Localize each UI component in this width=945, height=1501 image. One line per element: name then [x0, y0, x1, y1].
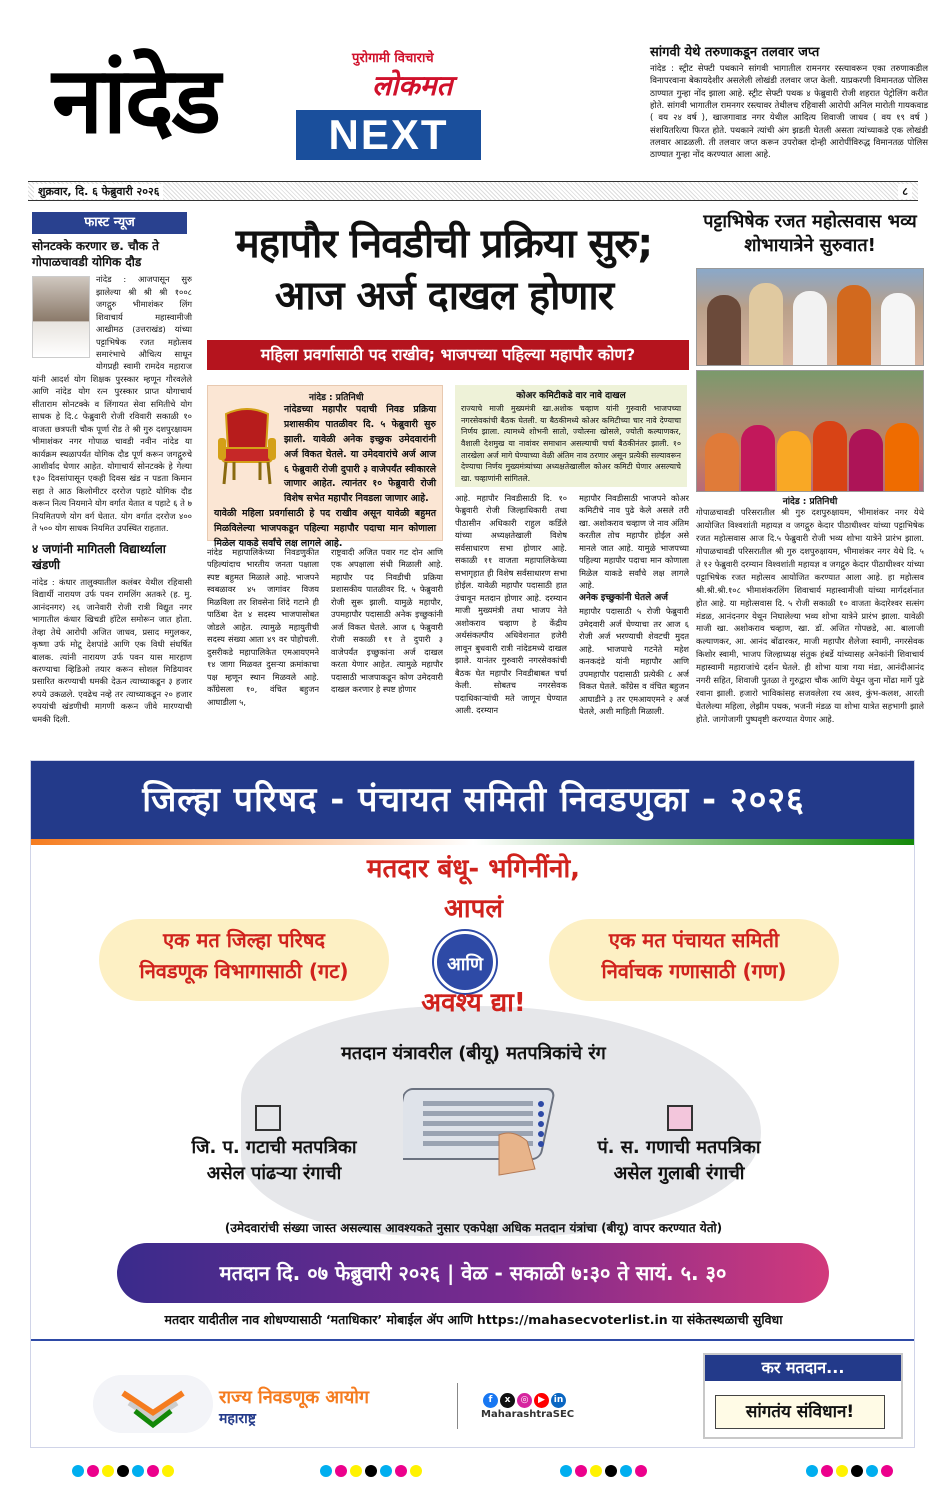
- sec-state: महाराष्ट्र: [219, 1411, 256, 1427]
- linkedin-icon: in: [551, 1393, 566, 1408]
- ps-pill-line2: निर्वाचक गणासाठी (गण): [601, 959, 787, 983]
- main-column-4: [579, 492, 689, 746]
- masthead-brand: लोकमत: [372, 69, 453, 102]
- ad-greeting-line2: आपलं: [444, 894, 503, 925]
- polling-date-banner: मतदान दि. ०७ फेब्रुवारी २०२६ | वेळ - सकाळी ७:३० ते सायं. ५. ३०: [117, 1243, 829, 1303]
- ad-greeting-line1: मतदार बंधू- भगिनींनो,: [366, 854, 581, 884]
- main-byline: नांदेड : प्रतिनिधी: [309, 393, 364, 403]
- fast-news-column: [32, 238, 192, 725]
- billboard-top: कर मतदान...: [705, 1355, 901, 1381]
- right-photo-leaders: [696, 268, 924, 366]
- zp-pill-line1: एक मत जिल्हा परिषद: [162, 928, 325, 952]
- right-headline: पट्टाभिषेक रजत महोत्सवास भव्य शोभायात्रेने सुरुवात!: [703, 211, 917, 257]
- and-circle: आणि: [434, 931, 496, 993]
- sec-separator: [457, 1383, 458, 1429]
- fast-news-heading: फास्ट न्यूज: [32, 212, 187, 234]
- core-committee-box: [455, 385, 687, 487]
- fast-news-story2-body: नांदेड : कंधार तालुक्यातील कलंबर येथील रहिवासी विद्यार्थी नारायण उर्फ पवन रामलिंग अतकरे (ह. मु. आनंदनगर) २६ जानेवारी रोजी रात्री विद्युत नगर भागातील कंधार खिचडी हॉटेल समोरून जात होता. तेव्हा तेथे आरोपी अजित जाधव, प्रसाद मगुलकर, कृष्णा उर्फ मोटू देशपांडे आणि एक विधी संघर्षित बालक. त्यांनी नारायण उर्फ पवन यास मारहाण करण्याचा व्हिडिओ तयार करून सोशल मिडियावर प्रसारित करण्याची धमकी देऊन त्याच्याकडून ३ हजार रुपये उकळले. एवढेच नव्हे तर त्याच्याकडून २० हजार रुपयांची खंडणीची मागणी करून जीवे मारण्याची धमकी दिली.: [32, 576, 192, 724]
- instagram-icon: ◎: [517, 1393, 532, 1408]
- ps-ballot-label: [579, 1135, 779, 1187]
- fast-news-story1-title: सोनटक्के करणार छ. चौक ते गोपाळचावडी योगिक दौड: [32, 239, 159, 270]
- youtube-icon: ▶: [534, 1393, 549, 1408]
- right-body: गोपाळचावडी परिसरातील श्री गुरु दशपुरुक्षायम, भीमाशंकर नगर येथे आयोजित विश्वशांती महायज्ञ व जगद्गुरु केदार पीठाधीश्वर यांच्या पट्टाभिषेक रजत महोत्सवास आज दि.५ फेब्रुवारी रोजी भव्य शोभा यात्रेने प्रारंभ झाला. गोपाळचावडी परिसरातील श्री गुरु दशपुरुक्षायम, भीमाशंकर नगर येथे दि. ५ ते १२ फेब्रुवारी दरम्यान विश्वशांती महायज्ञ व जगद्गुरु केदार पीठाधीश्वर यांच्या पट्टाभिषेक रजत महोत्सव आयोजित करण्यात आला आहे. हा महोत्सव श्री.श्री.श्री.१०८ भीमाशंकरलिंग शिवाचार्य महास्वामीजी यांच्या मार्गदर्शनात होत आहे. या महोत्सवास दि. ५ रोजी सकाळी १० वाजता केदारेश्वर सत्संग मंडळ, आनंदनगर येथून निघालेल्या भव्य शोभा यात्रेने प्रारंभ झाला. यावेळी माजी खा. अशोकराव चव्हाण, खा. डॉ. अजित गोपछडे, आ. बालाजी कल्याणकर, आ. आनंद बोंढारकर, माजी महापौर शैलेजा स्वामी, नगरसेवक किशोर स्वामी, भाजप जिल्हाध्यक्ष संतुक हंबर्डे यांच्यासह अनेकांनी शिवाचार्य महास्वामी महाराजांचे दर्शन घेतले. ही शोभा यात्रा गया मंडा, आनंदीआनंद नगरी सहित, शिवाजी पुतळा ते गुरुद्वारा चौक आणि येथून जुना मोंढा मार्गे पुढे रवाना झाली. हजारो भाविकांसह सजवलेला रथ अश्व, कुंभ-कलश, आरती घेतलेल्या महिला, लेझीम पथक, भजनी मंडळ या शोभा यात्रेत सहभागी झाले होते. जागोजागी पुष्पवृष्टी करण्यात येणार आहे.: [696, 507, 924, 724]
- ad-note: (उमेदवारांची संख्या जास्त असल्यास आवश्यकते नुसार एकपेक्षा अधिक मतदान यंत्रांचा (बीयू) वापर करण्यात येतो): [224, 1221, 723, 1235]
- sec-logo-icon: [93, 1375, 213, 1433]
- right-byline: नांदेड : प्रतिनिधी: [782, 497, 838, 507]
- main-column-4-body: महापौर पदासाठी ५ रोजी फेब्रुवारी उमेदवारी अर्ज घेण्याचा तर आज ६ रोजी अर्ज भरण्याची शेवटची मुदत आहे. भाजपाचे गटनेते महेश कनकदंडे यांनी महापौर आणि उपमहापौर पदासाठी प्रत्येकी ८ अर्ज विकत घेतले. काँग्रेस व वंचित बहुजन आघाडीने ३ तर एमआयएमने २ अर्ज घेतले, अशी माहिती मिळाली.: [579, 606, 689, 717]
- white-ballot-swatch: [255, 1105, 281, 1131]
- fast-news-story1-body: नांदेड : आजपासून सुरु झालेल्या श्री श्री श्री १००८ जगद्गुरु भीमाशंकर लिंग शिवाचार्य महास्वामीजी आखीमठ (उत्तराखंड) यांच्या पट्टाभिषेक रजत महोत्सव समारंभाचे औचित्य साधून योगप्रही स्वामी रामदेव महाराज यांनी आदर्श योग शिक्षक पुरस्कार म्हणून गौरवलेले आणि नांदेड योग रत्न पुरस्कार प्राप्त योगाचार्य सीताराम सोनटक्के व लिंगायत सेवा समितीचे योग साधक हे दि.८ फेब्रुवारी रोजी रविवारी सकाळी १० वाजता छत्रपती चौक पूर्णा रोड ते श्री गुरु दशपुरक्षायम भीमाशंकर नगर गोपाळ चावडी नवीन नांदेड या कार्यक्रम स्थळापर्यंत योगिक दौड पूर्ण करून जगद्गुरुचे आशीर्वाद घेणार आहेत. योगाचार्य सोनटक्के हे गेल्या १३० दिवसांपासून एकही दिवस खंड न पडता किमान सहा ते आठ किलोमीटर दररोज पहाटे योगिक दौड करून नित्य नियमाने योग वर्गात येतात व पहाटे ६ ते ७ नियमितपणे योग वर्ग घेतात. योग वर्गात दररोज ४०० ते ५०० योग साधक नियमित उपस्थित राहतात.: [32, 274, 192, 534]
- main-column-2: राष्ट्रवादी अजित पवार गट दोन आणि एक अपक्षाला संधी मिळाली आहे. महापौर पद निवडीची प्रक्रिया प्रशासकीय पातळीवर दि. ५ फेब्रुवारी रोजी सुरू झाली. यामुळे महापौर, उपमहापौर पदासाठी अनेक इच्छुकांनी अर्ज विकत घेतले. आज ६ फेब्रुवारी रोजी सकाळी ११ ते दुपारी ३ वाजेपर्यंत इच्छुकांना अर्ज दाखल करता येणार आहेत. त्यामुळे महापौर पदासाठी भाजपाकडून कोण उमेदवारी दाखल करणार हे स्पष्ट होणार: [331, 547, 443, 695]
- main-headline-line2: आज अर्ज दाखल होणार: [274, 273, 614, 319]
- portrait-photo: [32, 276, 90, 358]
- x-icon: x: [500, 1393, 515, 1408]
- ad-title: जिल्हा परिषद - पंचायत समिती निवडणुका - २०२६: [31, 761, 915, 839]
- throne-chair-icon: [216, 408, 278, 486]
- ad-tricolor-strip: [31, 839, 915, 845]
- zp-ballot-line1: जि. प. गटाची मतपत्रिका: [191, 1137, 357, 1158]
- registration-marks-left: [72, 1462, 177, 1476]
- main-headline: [200, 218, 688, 322]
- social-handle: MaharashtraSEC: [481, 1409, 575, 1420]
- facebook-icon: f: [483, 1393, 498, 1408]
- dateline-date: शुक्रवार, दि. ६ फेब्रुवारी २०२६: [34, 184, 163, 199]
- zp-pill-line2: निवडणूक विभागासाठी (गट): [139, 959, 349, 983]
- main-headline-line1: महापौर निवडीची प्रक्रिया सुरु;: [235, 221, 653, 267]
- ad-ballot-colors-title: मतदान यंत्रावरील (बीयू) मतपत्रिकांचे रंग: [341, 1043, 606, 1064]
- registration-marks-mid: [560, 1462, 650, 1476]
- zp-ballot-label: [179, 1135, 369, 1187]
- registration-marks-right: [806, 1462, 896, 1476]
- core-committee-body: राज्याचे माजी मुख्यमंत्री खा.अशोक चव्हाण यांनी गुरुवारी भाजपच्या नगरसेवकांची बैठक घेतली. या बैठकीमध्ये कोअर कमिटीच्या चार नावे देण्याचा निर्णय झाला. त्यामध्ये शोभनी सातो, ज्योत्स्ना खोसले, ज्योती कल्याणकर, वैशाली देशमुख या नावांवर समाधान असल्याची चर्चा बैठकीनंतर झाली. १० तारखेला अर्ज मागे घेण्याच्या वेळी अंतिम नाव ठरणार असून प्रत्येकी सल्यावरून देण्याचा निर्णय मुख्यमंत्र्यांच्या अध्यक्षतेखालील कोअर कमिटी घेणार असल्याचे खा. चव्हाणांनी सांगितले.: [461, 404, 681, 484]
- campaign-billboard: [703, 1353, 903, 1439]
- core-committee-title: कोअर कमिटीकडे वार नावे दाखल: [516, 391, 626, 401]
- voter-list-info: मतदार यादीतील नाव शोधण्यासाठी ‘मताधिकार’ मोबाईल ॲप आणि https://mahasecvoterlist.in या संकेतस्थळाची सुविधा: [164, 1312, 783, 1327]
- right-photo-procession: [696, 370, 924, 492]
- dateline: [28, 181, 918, 201]
- social-icons: [483, 1387, 573, 1405]
- ad-must-vote: अवश्य द्या!: [421, 988, 526, 1018]
- main-subheadline: महिला प्रवर्गासाठी पद राखीव; भाजपच्या पहिल्या महापौर कोण?: [207, 340, 689, 370]
- billboard-bottom: सांगतंय संविधान!: [715, 1395, 885, 1429]
- ps-ballot-line2: असेल गुलाबी रंगाची: [613, 1163, 745, 1185]
- top-news-body: नांदेड : स्ट्रीट सेफ्टी पथकाने सांगवी भागातील रामनगर रस्त्यावरून एका तरुणाकडील विनापरवाना बेकायदेशीर असलेली लोखंडी तलवार जप्त केली. याप्रकरणी विमानतळ पोलिस ठाण्यात गुन्हा नोंद झाला आहे. स्ट्रीट सेफ्टी पथक ४ फेब्रुवारी रोजी शहरात पेट्रोलिंग करीत होते. सांगवी भागातील रामनगर रस्त्यावर तेथीलच रहिवासी आरोपी अनिल मारोती गायकवाड ( वय २४ वर्ष ), खाजगावाड नगर येथील आदित्य शिवाजी जाधव ( वय १९ वर्ष ) संशयितरित्या फिरत होते. पथकाने त्यांची अंग झडती घेतली असता त्यांच्याकडे एक लोखंडी तलवार आढळली. ती तलवार जप्त करून उपरोक्त दोन्ही आरोपींविरुद्ध विमानतळ पोलिस ठाण्यात गुन्हा नोंद करण्यात आला आहे.: [650, 64, 928, 161]
- voting-machine-icon: [403, 1079, 573, 1179]
- ps-ballot-line1: पं. स. गणाची मतपत्रिका: [597, 1137, 761, 1158]
- main-lead-text: नांदेडच्या महापौर पदाची निवड प्रक्रिया प्रशासकीय पातळीवर दि. ५ फेब्रुवारी सुरु झाली. यावेळी अनेक इच्छुक उमेदवारांनी अर्ज विकत घेतले. या उमेदवारांचे अर्ज आज ६ फेब्रुवारी रोजी दुपारी ३ वाजेपर्यंत स्वीकारले जाणार आहेत. त्यानंतर १० फेब्रुवारी रोजी विशेष सभेत महापौर निवडला जाणार आहे.: [284, 404, 436, 505]
- sec-name: राज्य निवडणूक आयोग: [219, 1387, 370, 1408]
- ad-greeting: [31, 849, 915, 930]
- masthead-edition: NEXT: [296, 110, 481, 160]
- top-news-title: सांगवी येथे तरुणाकडून तलवार जप्त: [650, 45, 820, 60]
- ps-pill-line1: एक मत पंचायत समिती: [608, 928, 780, 952]
- zp-ballot-line2: असेल पांढऱ्या रंगाची: [206, 1163, 342, 1185]
- main-column-4-subhead: अनेक इच्छुकांनी घेतले अर्ज: [579, 592, 668, 603]
- main-column-3: आहे. महापौर निवडीसाठी दि. १० फेब्रुवारी रोजी जिल्हाधिकारी तथा पीठासीन अधिकारी राहुल कर्डिले यांच्या अध्यक्षतेखाली विशेष सर्वसाधारण सभा होणार आहे. सकाळी ११ वाजता महापालिकेच्या सभागृहात ही विशेष सर्वसाधारण सभा होईल. यावेळी महापौर पदासाठी हात उंचावून मतदान होणार आहे. दरम्यान माजी मुख्यमंत्री तथा भाजप नेते अशोकराव चव्हाण हे केंद्रीय अर्थसंकल्पीय अधिवेशनात हजेरी लावून बुधवारी रात्री नांदेडमध्ये दाखल झाले. यानंतर गुरुवारी नगरसेवकांची बैठक घेत महापौर निवडीबाबत चर्चा केली. सोबतच नगरसेवक पदाधिकाऱ्यांची मते जाणून घेण्यात आली. दरम्यान: [455, 493, 567, 715]
- page-number: ८: [898, 184, 912, 199]
- pink-ballot-swatch: [667, 1105, 693, 1131]
- main-lead-box: [207, 385, 443, 549]
- election-advertisement: [30, 760, 915, 1448]
- main-column-4-text: महापौर निवडीसाठी भाजपने कोअर कमिटीचे नाव पुढे केले असले तरी खा. अशोकराव चव्हाण जे नाव अंतिम करतील तोच महापौर होईल असे मानले जात आहे. यामुळे भाजपच्या पहिल्या महापौर पदाचा मान कोणाला मिळेल याकडे सर्वांचे लक्ष लागले आहे.: [579, 493, 689, 591]
- main-column-1: नांदेड महापालिकेच्या निवडणुकीत पहिल्यांदाच भारतीय जनता पक्षाला स्पष्ट बहुमत मिळाले आहे. भाजपने स्वबळावर ४५ जागांवर विजय मिळविला तर शिवसेना शिंदे गटाने ही पाठिंबा देत ४ सदस्य भाजपासोबत जोडले आहेत. त्यामुळे महायुतीची सदस्य संख्या आता ४९ वर पोहोचली. दुसरीकडे महापालिकेत एमआयएमने १४ जागा मिळवत दुसऱ्या क्रमांकाचा पक्ष म्हणून स्थान मिळवले आहे. काँग्रेसला १०, वंचित बहुजन आघाडीला ५,: [207, 547, 319, 707]
- main-lead-text2: यावेळी महिला प्रवर्गासाठी हे पद राखीव असून यावेळी बहुमत मिळविलेल्या भाजपकडून पहिल्या महापौर पदाचा मान कोणाला मिळेल याकडे सर्वांचे लक्ष लागले आहे.: [214, 508, 436, 549]
- masthead-tagline: पुरोगामी विचाराचे: [352, 51, 434, 66]
- fast-news-story2-title: ४ जणांनी मागितली विद्यार्थ्याला खंडणी: [32, 541, 166, 572]
- top-news-box: [650, 42, 928, 170]
- registration-marks-center: [320, 1462, 425, 1476]
- masthead-title: नांदेड: [52, 47, 219, 154]
- ad-footer-divider: [31, 1339, 915, 1341]
